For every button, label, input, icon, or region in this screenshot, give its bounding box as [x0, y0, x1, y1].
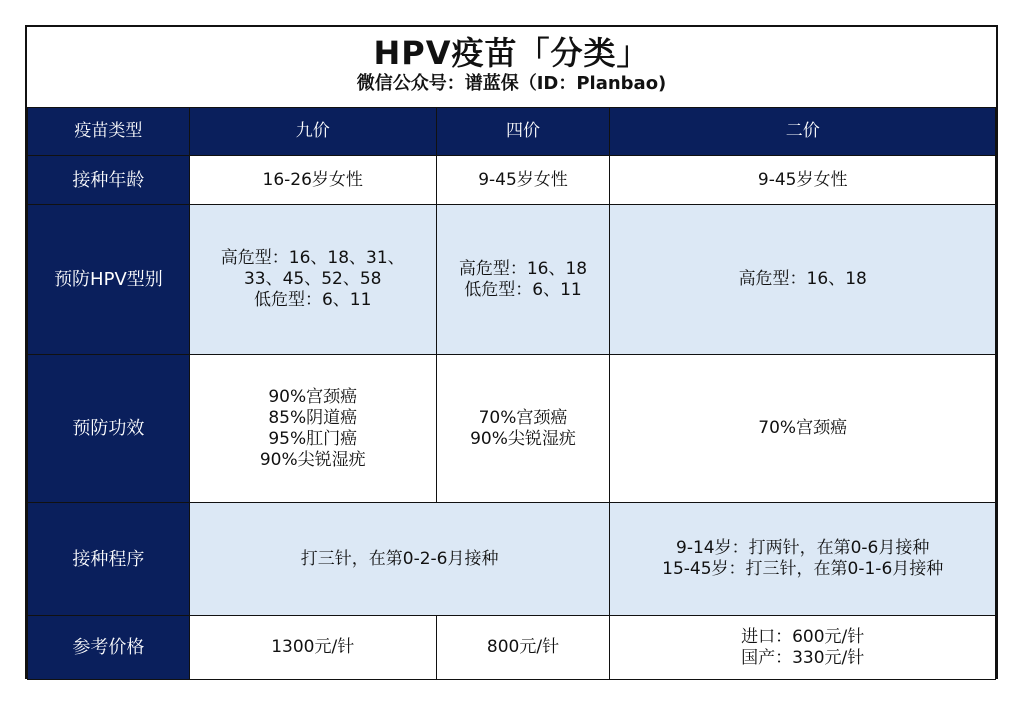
cell-types-four [436, 205, 610, 355]
cell-age-four: 9-45岁女性 [436, 156, 610, 205]
cell-line: 90%宫颈癌 [268, 386, 358, 407]
row-label-efficacy: 预防功效 [28, 355, 190, 503]
row-label-age: 接种年龄 [28, 156, 190, 205]
cell-line: 高危型：16、18、31、 [220, 248, 405, 268]
table-row-schedule [28, 503, 996, 616]
cell-schedule-nine-four: 打三针，在第0-2-6月接种 [189, 503, 610, 616]
cell-line: 90%尖锐湿疣 [259, 449, 366, 470]
cell-price-two [610, 616, 996, 680]
cell-age-nine: 16-26岁女性 [189, 156, 436, 205]
col-header-two-valent: 二价 [610, 108, 996, 156]
row-label-vaccine-type: 疫苗类型 [28, 108, 190, 156]
col-header-four-valent: 四价 [436, 108, 610, 156]
row-label-schedule: 接种程序 [28, 503, 190, 616]
cell-schedule-two [610, 503, 996, 616]
cell-line: 90%尖锐湿疣 [470, 428, 576, 449]
cell-efficacy-nine [189, 355, 436, 503]
vaccine-table [27, 107, 996, 680]
cell-types-two: 高危型：16、18 [610, 205, 996, 355]
page-title: HPV疫苗「分类」 [373, 34, 650, 72]
cell-price-four: 800元/针 [436, 616, 610, 680]
table-row-types [28, 205, 996, 355]
cell-price-nine: 1300元/针 [189, 616, 436, 680]
table-row-age [28, 156, 996, 205]
cell-line: 高危型：16、18 [458, 258, 588, 279]
col-header-nine-valent: 九价 [189, 108, 436, 156]
cell-line: 95%肛门癌 [268, 428, 358, 449]
table-header-row [28, 108, 996, 156]
cell-line: 9-14岁：打两针，在第0-6月接种 [676, 538, 930, 558]
page-subtitle: 微信公众号：谱蓝保（ID：Planbao) [356, 73, 667, 94]
cell-line: 70%宫颈癌 [478, 407, 568, 428]
cell-efficacy-four [436, 355, 610, 503]
cell-line: 15-45岁：打三针，在第0-1-6月接种 [662, 559, 944, 579]
cell-line: 进口：600元/针 [741, 626, 865, 647]
vaccine-comparison-sheet [25, 25, 998, 679]
cell-line: 33、45、52、58 [243, 269, 382, 289]
row-label-types: 预防HPV型别 [28, 205, 190, 355]
cell-types-nine [189, 205, 436, 355]
table-row-efficacy [28, 355, 996, 503]
cell-line: 国产：330元/针 [741, 647, 865, 668]
cell-age-two: 9-45岁女性 [610, 156, 996, 205]
title-box [27, 27, 996, 109]
cell-efficacy-two: 70%宫颈癌 [610, 355, 996, 503]
row-label-price: 参考价格 [28, 616, 190, 680]
table-row-price [28, 616, 996, 680]
cell-line: 低危型：6、11 [253, 290, 372, 310]
cell-line: 低危型：6、11 [464, 279, 582, 300]
cell-line: 85%阴道癌 [268, 407, 358, 428]
